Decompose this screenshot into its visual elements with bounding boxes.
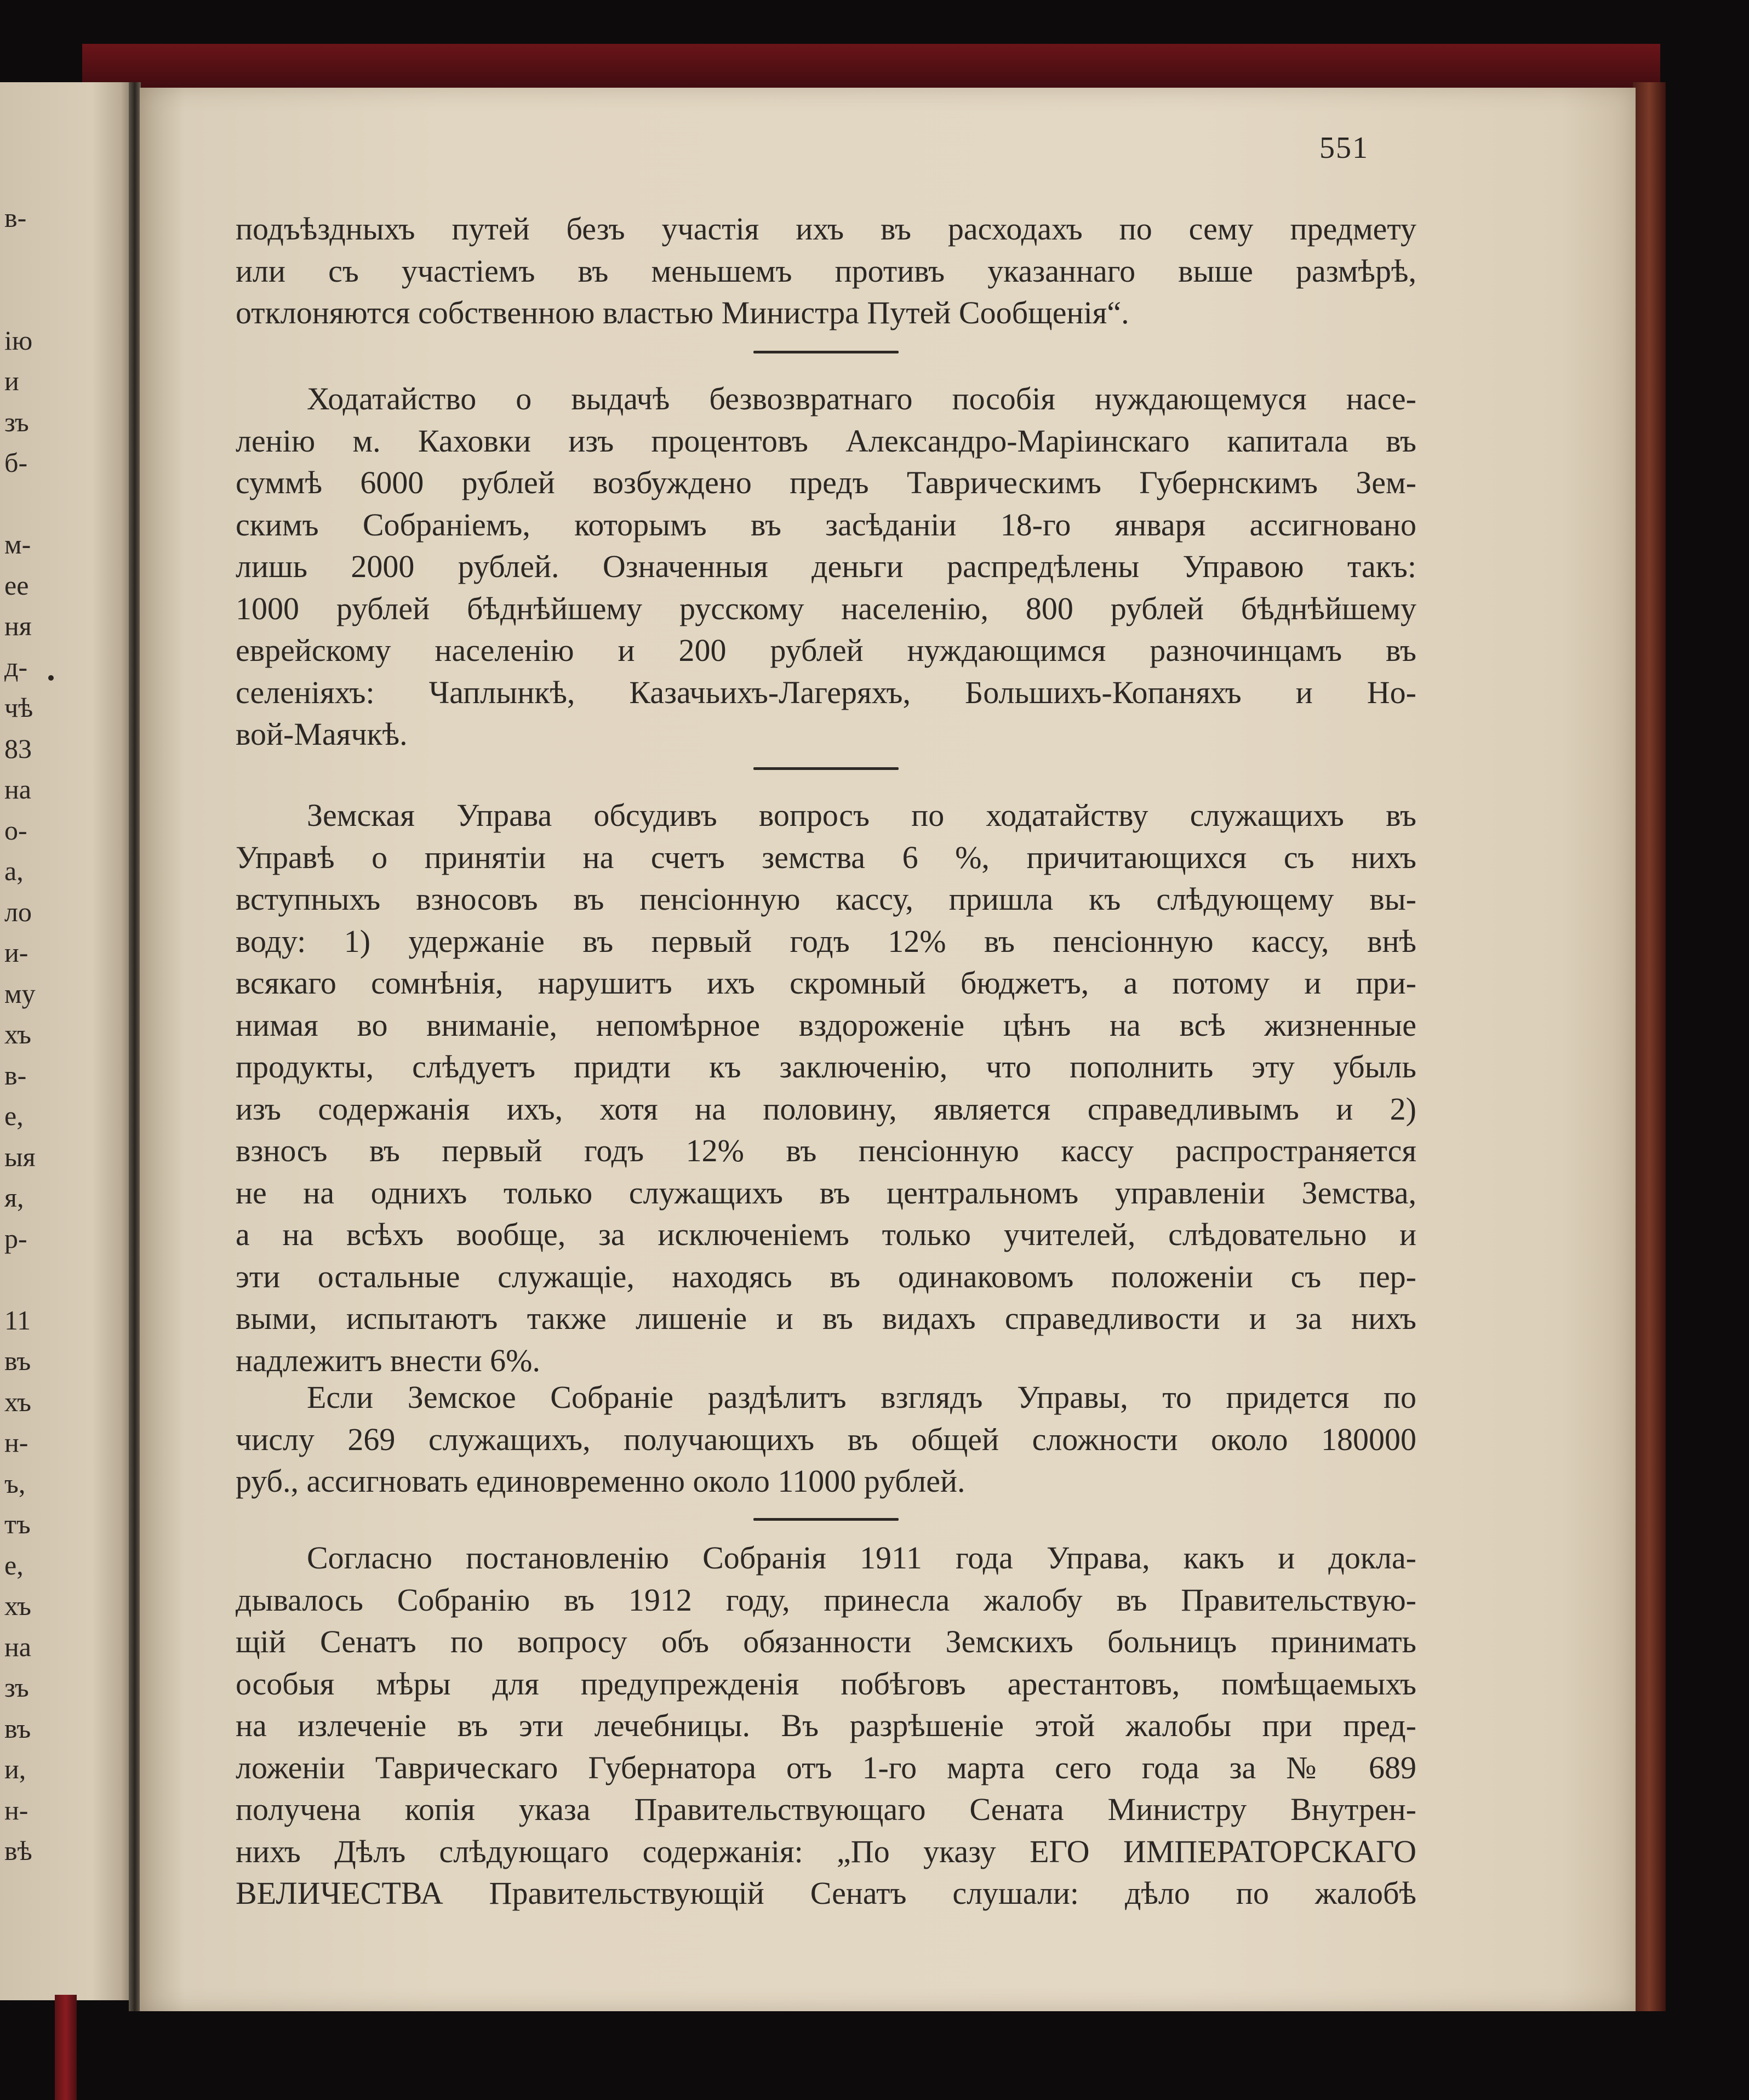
facing-page-fragment: 83 <box>4 733 32 764</box>
facing-page-fragment: хъ <box>4 1590 31 1621</box>
facing-page-fragment <box>0 483 60 524</box>
text-line: подъѣздныхъ путей безъ участія ихъ въ расходахъ по сему предмету <box>236 211 1416 247</box>
section-divider <box>753 767 899 770</box>
text-line: Ходатайство о выдачѣ безвозвратнаго пособія нуждающемуся насе- <box>307 381 1416 416</box>
facing-page-fragment <box>0 1259 60 1300</box>
text-line: ложеніи Таврическаго Губернатора отъ 1-го марта сего года за № 689 <box>236 1749 1416 1785</box>
text-line: продукты, слѣдуетъ придти къ заключенію, что пополнить эту убыль <box>236 1049 1416 1085</box>
text-line: или съ участіемъ въ меньшемъ противъ указаннаго выше размѣрѣ, <box>236 253 1416 289</box>
book-gutter <box>129 82 141 2011</box>
paper-speck <box>48 675 54 681</box>
facing-page-fragment: тъ <box>4 1509 31 1539</box>
facing-page-fragment: вѣ <box>4 1835 32 1866</box>
text-line: особыя мѣры для предупрежденія побѣговъ арестантовъ, помѣщаемыхъ <box>236 1665 1416 1702</box>
facing-page-fragment: я, <box>4 1182 24 1213</box>
text-line: 1000 рублей бѣднѣйшему русскому населенію, 800 рублей бѣднѣйшему <box>236 590 1416 626</box>
text-line: воду: 1) удержаніе въ первый годъ 12% въ пенсіонную кассу, внѣ <box>236 923 1416 959</box>
facing-page-fragment: о- <box>4 814 27 846</box>
text-line: взносъ въ первый годъ 12% въ пенсіонную кассу распространяется <box>236 1133 1416 1168</box>
text-line: нихъ Дѣлъ слѣдующаго содержанія: „По указу ЕГО ИМПЕРАТОРСКАГО <box>236 1833 1416 1869</box>
text-line: вступныхъ взносовъ въ пенсіонную кассу, пришла къ слѣдующему вы- <box>236 881 1416 917</box>
book-cover-edge <box>82 44 1660 93</box>
facing-page-fragment: зъ <box>4 1672 29 1703</box>
facing-page-fragment: въ <box>4 1713 31 1744</box>
facing-page-fragment: е, <box>4 1100 24 1131</box>
book-page-edges <box>1633 82 1666 2011</box>
text-line: руб., ассигновать единовременно около 11000 рублей. <box>236 1463 965 1499</box>
text-line: эти остальные служащіе, находясь въ одинаковомъ положеніи съ пер- <box>236 1258 1416 1294</box>
text-line: суммѣ 6000 рублей возбуждено предъ Таврическимъ Губернскимъ Зем- <box>236 465 1416 500</box>
text-line: скимъ Собраніемъ, которымъ въ засѣданіи 18-го января ассигновано <box>236 506 1416 543</box>
section-divider <box>753 1518 899 1521</box>
facing-page-fragment: хъ <box>4 1386 31 1417</box>
text-line: ВЕЛИЧЕСТВА Правительствующій Сенатъ слушали: дѣло по жалобѣ <box>236 1875 1416 1911</box>
facing-page-fragment: ъ, <box>4 1468 26 1499</box>
text-line: нимая во вниманіе, непомѣрное вздороженіе цѣнъ на всѣ жизненные <box>236 1007 1416 1043</box>
text-line: отклоняются собственною властью Министра Путей Сообщенія“. <box>236 295 1129 330</box>
text-line: Согласно постановленію Собранія 1911 года Управа, какъ и докла- <box>307 1540 1416 1576</box>
text-line: еврейскому населенію и 200 рублей нуждающимся разночинцамъ въ <box>236 632 1416 668</box>
text-line: Земская Управа обсудивъ вопросъ по ходатайству служащихъ въ <box>307 797 1416 833</box>
text-line: получена копія указа Правительствующаго Сената Министру Внутрен- <box>236 1791 1416 1827</box>
facing-page-fragment: м- <box>4 529 31 560</box>
facing-page-fragment: н- <box>4 1794 28 1825</box>
facing-page-fragment: р- <box>4 1223 27 1254</box>
text-line: щій Сенатъ по вопросу объ обязанности Земскихъ больницъ принимать <box>236 1624 1416 1659</box>
facing-page-fragment: и, <box>4 1754 26 1784</box>
text-line: не на однихъ только служащихъ въ центральномъ управленіи Земства, <box>236 1174 1416 1211</box>
text-line: лишь 2000 рублей. Означенныя деньги распредѣлены Управою такъ: <box>236 549 1416 584</box>
facing-page-fragment: зъ <box>4 406 29 437</box>
text-line: а на всѣхъ вообще, за исключеніемъ только учителей, слѣдовательно и <box>236 1217 1416 1252</box>
facing-page-fragment: е, <box>4 1549 24 1580</box>
paragraph-3 <box>236 795 1416 1382</box>
facing-page-fragment: ло <box>4 896 32 927</box>
facing-page-fragment <box>0 279 60 320</box>
paragraph-4 <box>236 1377 1416 1503</box>
facing-page-fragment: ня <box>4 610 32 641</box>
facing-page-fragment: в- <box>4 202 27 233</box>
facing-page-text-fragments <box>0 197 60 1871</box>
facing-page-fragment: хъ <box>4 1019 31 1049</box>
facing-page-fragment: а, <box>4 855 24 886</box>
facing-page-fragment: и- <box>4 937 28 968</box>
text-line: выми, испытаютъ также лишеніе и въ видахъ справедливости и за нихъ <box>236 1300 1416 1336</box>
text-line: числу 269 служащихъ, получающихъ въ общей сложности около 180000 <box>236 1421 1416 1457</box>
facing-page-fragment: на <box>4 774 31 804</box>
facing-page-fragment: д- <box>4 651 28 682</box>
text-line: Управѣ о принятіи на счетъ земства 6 %, причитающихся съ нихъ <box>236 839 1416 875</box>
facing-page-fragment: 11 <box>4 1304 31 1336</box>
text-line: вой-Маячкѣ. <box>236 716 408 752</box>
facing-page-fragment: на <box>4 1631 31 1662</box>
text-line: ленію м. Каховки изъ процентовъ Александро-Маріинскаго капитала въ <box>236 423 1416 459</box>
text-line: дывалось Собранію въ 1912 году, принесла жалобу въ Правительствую- <box>236 1582 1416 1618</box>
facing-page-fragment: чѣ <box>4 692 33 723</box>
section-divider <box>753 351 899 353</box>
text-line: Если Земское Собраніе раздѣлитъ взглядъ Управы, то придется по <box>307 1379 1416 1415</box>
facing-page-fragment: въ <box>4 1345 31 1376</box>
text-line: изъ содержанія ихъ, хотя на половину, является справедливымъ и 2) <box>236 1091 1416 1127</box>
text-line: всякаго сомнѣнія, нарушитъ ихъ скромный бюджетъ, а потому и при- <box>236 965 1416 1001</box>
text-line: селеніяхъ: Чаплынкѣ, Казачьихъ-Лагеряхъ, Большихъ-Копаняхъ и Но- <box>236 674 1416 710</box>
text-line: на излеченіе въ эти лечебницы. Въ разрѣшеніе этой жалобы при пред- <box>236 1708 1416 1743</box>
facing-page-fragment: му <box>4 978 36 1009</box>
paragraph-5 <box>236 1537 1416 1915</box>
facing-page-fragment: и <box>4 366 19 396</box>
facing-page-fragment: н- <box>4 1427 28 1458</box>
page-number: 551 <box>1319 131 1369 165</box>
text-line: надлежитъ внести 6%. <box>236 1342 540 1378</box>
facing-page-fragment: в- <box>4 1059 27 1091</box>
facing-page-fragment: iю <box>4 324 33 356</box>
paragraph-2 <box>236 378 1416 756</box>
paragraph-1 <box>236 208 1416 334</box>
facing-page-fragment: б- <box>4 447 28 478</box>
facing-page-fragment: ыя <box>4 1141 36 1172</box>
facing-page-fragment <box>0 238 60 279</box>
facing-page-fragment: ее <box>4 569 29 601</box>
bookmark-ribbon <box>55 1995 77 2100</box>
